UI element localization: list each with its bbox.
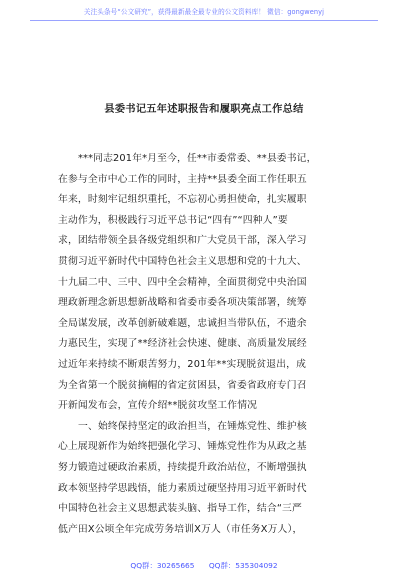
qq-group-2: QQ群：535304092 [208,561,278,570]
header-divider [30,20,378,21]
paragraph-line: ***同志201年*月至今，任**市委常委、**县委书记， [78,153,317,164]
qq-group-1: QQ群：30265665 [130,561,195,570]
paragraph-line: 开新闻发布会，宣传介绍**脱贫攻坚工作情况 [58,400,258,412]
paragraph-line: 低产田X公顷全年完成劳务培训X万人（市任务X万人）， [58,523,303,535]
paragraph-2 [58,417,354,541]
paragraph-line: 贯彻习近平新时代中国特色社会主义思想和党的十九大、 [58,255,307,267]
paragraph-1 [58,149,354,417]
paragraph-line: 十九届二中、三中、四中全会精神，全面贯彻党中央治国 [58,276,307,288]
paragraph-line: 一、始终保持坚定的政治担当，在锤炼党性、维护核 [78,420,307,432]
paragraph-line: 力惠民生，实现了**经济社会快速、健康、高质量发展经 [58,338,307,350]
paragraph-line: 全局谋发展，改革创新破难题，忠诚担当带队伍，不遗余 [58,317,307,329]
paragraph-line: 理政新理念新思想新战略和省委市委各项决策部署，统筹 [58,297,307,309]
paragraph-line: 主动作为，积极践行习近平总书记“四有”“四种人”要 [58,214,288,226]
paragraph-line: 求，团结带领全县各级党组织和广大党员干部，深入学习 [58,235,307,247]
paragraph-line: 心上展现新作为始终把强化学习、锤炼党性作为从政之基 [58,441,307,453]
document-body [58,149,354,540]
paragraph-line: 过近年来持续不断艰苦努力，201年**实现脱贫退出，成 [58,358,307,370]
document-title: 县委书记五年述职报告和履职亮点工作总结 [104,104,304,115]
paragraph-line: 为全省第一个脱贫摘帽的省定贫困县，省委省政府专门召 [58,379,307,391]
paragraph-line: 努力锻造过硬政治素质，持续提升政治站位，不断增强执 [58,461,307,473]
paragraph-line: 中国特色社会主义思想武装头脑、指导工作，结合“三严 [58,503,302,515]
page-header-banner: 关注头条号“公文研究”，获得最新最全最专业的公文资料库！ 微信：gongwenyj [83,8,325,16]
page-footer [0,560,408,571]
paragraph-line: 在参与全市中心工作的同时，主持**县委全面工作任职五 [58,173,307,185]
paragraph-line: 政本领坚持学思践悟，能力素质过硬坚持用习近平新时代 [58,482,307,494]
paragraph-line: 年来，时刻牢记组织重托，不忘初心勇担使命，扎实履职 [58,194,307,206]
